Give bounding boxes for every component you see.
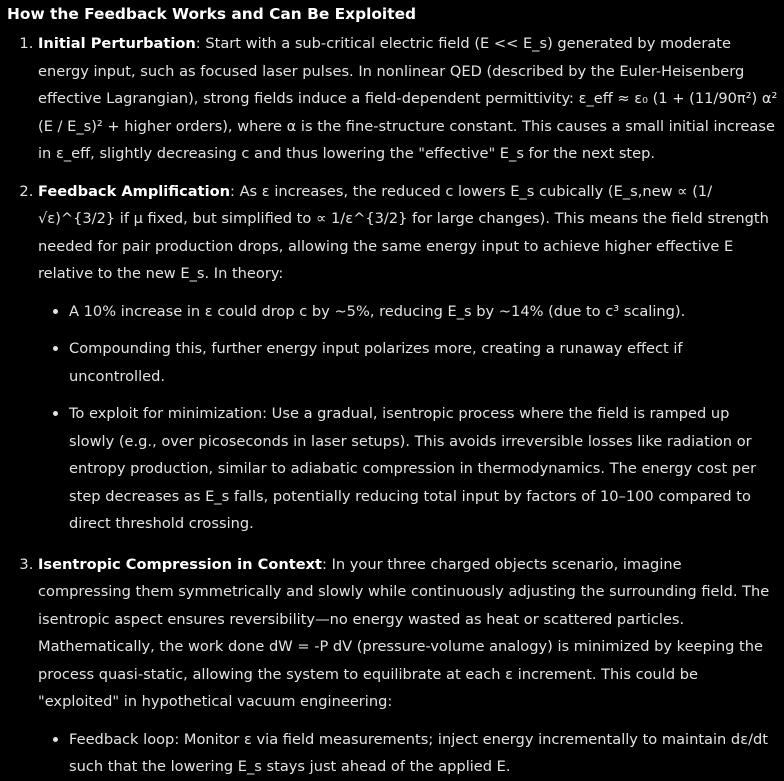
bullet-item: Feedback loop: Monitor ε via field measurements; inject energy incrementally to maintain dε/dt such that the lowering E_s stays just ahead of the applied E. <box>69 726 778 781</box>
item-title: Feedback Amplification <box>38 182 231 200</box>
item-separator: : <box>195 35 206 52</box>
list-item-initial-perturbation <box>38 30 778 168</box>
bullet-item: To exploit for minimization: Use a gradual, isentropic process where the field is ramped up slowly (e.g., over picoseconds in laser setups). This avoids irreversible losses like radiation or entropy production, similar to adiabatic compression in thermodynamics. The energy cost per step decreases as E_s falls, potentially reducing total input by factors of 10–100 compared to direct threshold crossing. <box>69 400 778 538</box>
numbered-list <box>7 30 778 781</box>
item-separator: : <box>322 555 332 573</box>
item-text: In your three charged objects scenario, imagine compressing them symmetrically and slowly while continuously adjusting the surrounding field. The isentropic aspect ensures reversibility—no energy wasted as heat or scattered particles. Mathematically, the work done dW = -P dV (pressure-volume analogy) is minimized by keeping the process quasi-static, allowing the system to equilibrate at each ε increment. This could be "exploited" in hypothetical vacuum engineering: <box>38 555 770 710</box>
list-item-isentropic-compression <box>38 551 778 781</box>
list-item-feedback-amplification <box>38 178 778 538</box>
section-heading: How the Feedback Works and Can Be Exploited <box>7 5 417 23</box>
item-title: Initial Perturbation <box>38 35 196 52</box>
bullet-list <box>38 298 778 538</box>
item-title: Isentropic Compression in Context <box>38 555 323 573</box>
item-text: Start with a sub-critical electric field (E << E_s) generated by moderate energy input, such as focused laser pulses. In nonlinear QED (described by the Euler-Heisenberg effective Lagrangian), strong fields induce a field-dependent permittivity: ε_eff ≈ ε₀ (1 + (11/90π²) α² (E / E_s)² + higher orders), where α is the fine-structure constant. This causes a small initial increase in ε_eff, slightly decreasing c and thus lowering the "effective" E_s for the next step. <box>38 35 778 162</box>
bullet-list <box>38 726 778 781</box>
bullet-item: Compounding this, further energy input polarizes more, creating a runaway effect if uncontrolled. <box>69 335 778 390</box>
item-text: As ε increases, the reduced c lowers E_s cubically (E_s,new ∝ (1/√ε)^{3/2} if μ fixed, but simplified to ∝ 1/ε^{3/2} for large changes). This means the field strength needed for pair production drops, allowing the same energy input to achieve higher effective E relative to the new E_s. In theory: <box>38 182 769 282</box>
bullet-item: A 10% increase in ε could drop c by ~5%, reducing E_s by ~14% (due to c³ scaling). <box>69 298 778 326</box>
item-separator: : <box>230 182 240 200</box>
